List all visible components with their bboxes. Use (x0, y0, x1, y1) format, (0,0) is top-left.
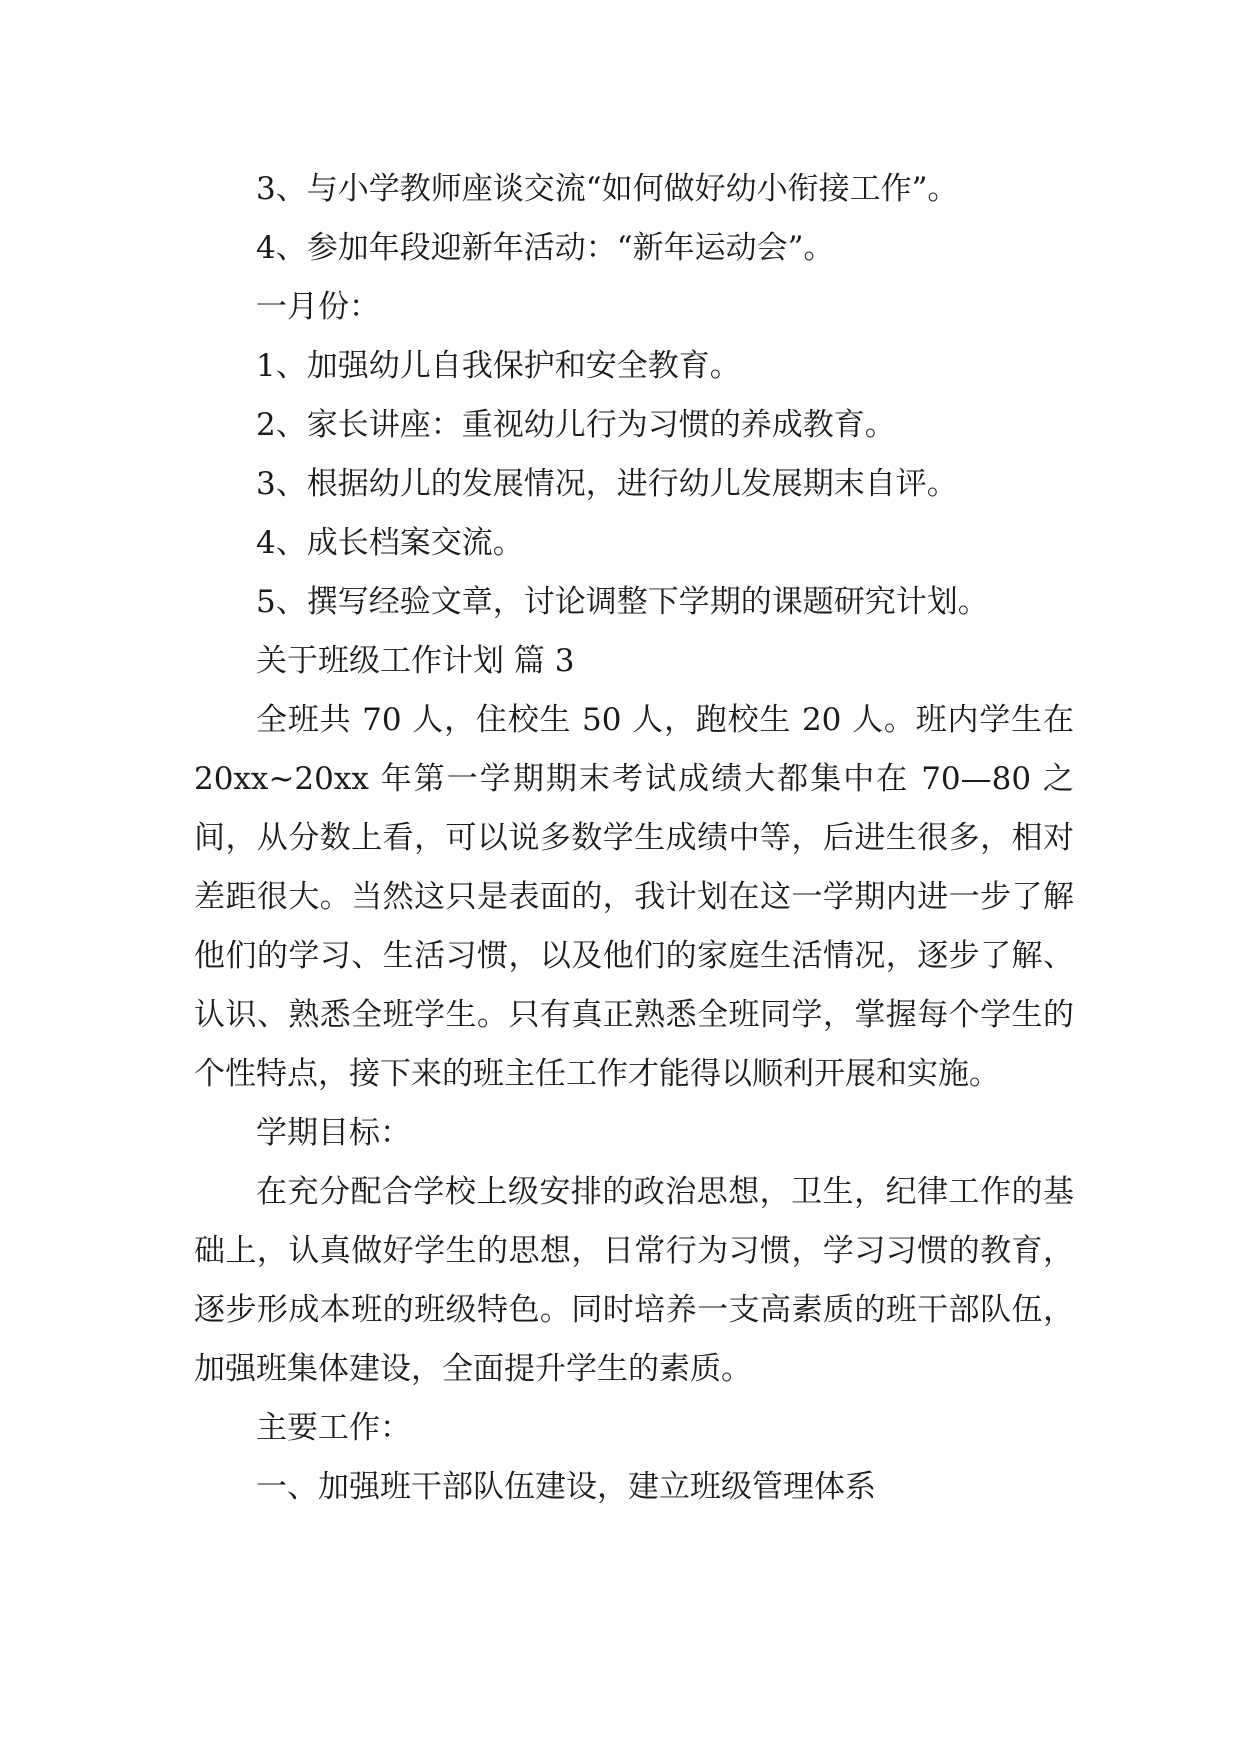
list-item: 5、撰写经验文章，讨论调整下学期的课题研究计划。 (256, 584, 989, 620)
list-item: 4、成长档案交流。 (256, 525, 524, 561)
list-item: 4、参加年段迎新年活动：“新年运动会”。 (256, 230, 835, 266)
list-item: 3、与小学教师座谈交流“如何做好幼小衔接工作”。 (256, 171, 959, 207)
list-item: 2、家长讲座：重视幼儿行为习惯的养成教育。 (256, 407, 896, 443)
document-body (194, 160, 1074, 1517)
section-label-january: 一月份： (256, 289, 380, 325)
work-item-1: 一、加强班干部队伍建设，建立班级管理体系 (256, 1469, 876, 1505)
section-title: 关于班级工作计划 篇 3 (256, 643, 575, 679)
list-item: 1、加强幼儿自我保护和安全教育。 (256, 348, 741, 384)
intro-paragraph: 全班共 70 人，住校生 50 人，跑校生 20 人。班内学生在 20xx~20xx 年第一学期期末考试成绩大都集中在 70—80 之间，从分数上看，可以说多数学生成绩中等，后进生很多，相对差距很大。当然这只是表面的，我计划在这一学期内进一步了解他们的学习、生活习惯，以及他们的家庭生活情况，逐步了解、认识、熟悉全班学生。只有真正熟悉全班同学，掌握每个学生的个性特点，接下来的班主任工作才能得以顺利开展和实施。 (194, 702, 1074, 1092)
heading-goal: 学期目标： (256, 1115, 411, 1151)
list-item: 3、根据幼儿的发展情况，进行幼儿发展期末自评。 (256, 466, 958, 502)
goal-paragraph: 在充分配合学校上级安排的政治思想，卫生，纪律工作的基础上，认真做好学生的思想，日常行为习惯，学习习惯的教育，逐步形成本班的班级特色。同时培养一支高素质的班干部队伍，加强班集体建设，全面提升学生的素质。 (194, 1174, 1074, 1387)
heading-work: 主要工作： (256, 1410, 411, 1446)
